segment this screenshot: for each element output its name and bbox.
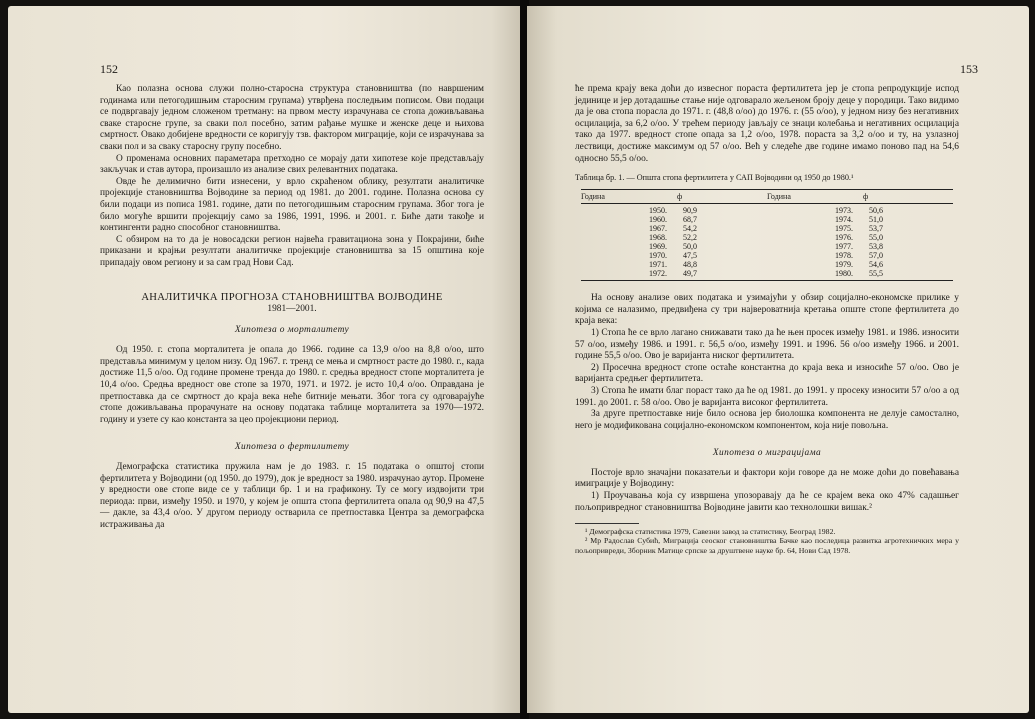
subheading-fertility: Хипотеза о фертилитету (234, 442, 350, 453)
year-cell: 1976. (835, 233, 853, 243)
paragraph: Демографска статистика пружила нам је до 1983. г. 15 података о општој стопи фертилитета у Војводини (од 1950. до 1979), док је вредност за 1980. израчунао аутор. Промене у вредности ове стопе виде се у таблици бр. 1 и на графикону. Ту се могу издвојити три периода: први, између 1950. и 1970, у којем је општа стопа фертилитета опала од 90,9 на 47,5 — дакле, за 43,4 о/оо. У другом периоду остварила се претпоставка Центра за демографска истраживања да (100, 462, 484, 530)
page-number: 152 (100, 62, 118, 76)
rate-cell: 53,7 (869, 224, 883, 234)
section-heading: АНАЛИТИЧКА ПРОГНОЗА СТАНОВНИШТВА ВОЈВОДИНЕ (141, 291, 443, 303)
year-cell: 1979. (835, 260, 853, 270)
table-header: Година (581, 190, 677, 204)
table-row (581, 215, 953, 224)
year-cell: 1978. (835, 251, 853, 261)
year-cell: 1971. (649, 260, 667, 270)
left-page (8, 6, 522, 713)
year-cell: 1973. (835, 206, 853, 216)
paragraph: За друге претпоставке није било основа јер биолошка компонента не делује самостално, него је модификована социјално-економском компонентом, која није повољна. (575, 409, 959, 431)
footnote-rule (575, 523, 639, 524)
paragraph: 3) Стопа ће имати благ пораст тако да ће од 1981. до 1991. у просеку износити 57 о/оо а од 1991. до 2001. г. 58 о/оо. Ово је варијанта високог фертилитета. (575, 385, 959, 408)
paragraph: С обзиром на то да је новосадски регион највећа гравитациона зона у Покрајини, биће приказани и крајњи резултати аналитичке пројекције становништва за 15 општина које припадају овом региону и за сам град Нови Сад. (100, 234, 484, 268)
paragraph: 2) Просечна вредност стопе остаће константна до краја века и износиће 57 о/оо. Ово је варијанта средњег фертилитета. (575, 362, 959, 385)
footnote: ² Мр Радослав Субић, Миграција сеоског становништва Бачке као последица развитка агротехничких мера у пољопривреди, Зборник Матице српске за друштвене науке бр. 64, Нови Сад 1978. (575, 536, 959, 555)
subheading-migration: Хипотеза о миграцијама (712, 448, 822, 459)
year-cell: 1967. (649, 224, 667, 234)
rate-cell: 52,2 (683, 233, 697, 243)
table-row (581, 269, 953, 281)
year-cell: 1960. (649, 215, 667, 225)
rate-cell: 54,2 (683, 224, 697, 234)
year-cell: 1950. (649, 206, 667, 216)
year-cell: 1980. (767, 269, 863, 281)
rate-cell: 47,5 (683, 251, 697, 261)
rate-cell: 51,0 (869, 215, 883, 225)
right-page (527, 6, 1029, 713)
rate-cell: 48,8 (683, 260, 697, 270)
table-row (581, 233, 953, 242)
table-row (581, 260, 953, 269)
year-cell: 1975. (835, 224, 853, 234)
rate-cell: 90,9 (683, 206, 697, 216)
rate-cell: 68,7 (683, 215, 697, 225)
paragraph: О променама основних параметара претходно се морају дати хипотезе које представљају закључак и став аутора, произашло из анализе свих релевантних података. (100, 153, 484, 176)
table-row (581, 224, 953, 233)
table-row (581, 204, 953, 216)
year-cell: 1968. (649, 233, 667, 243)
paragraph: 1) Стопа ће се врло лагано снижавати тако да ће њен просек између 1981. и 1986. износити 57 о/оо, између 1986. и 1991. г. 56,5 о/оо, између 1991. и 1996. 56 о/оо између 1966. и 2001. године 55,5 о/оо. Ово је варијанта ниског фертилитета. (575, 327, 959, 362)
footnote: ¹ Демографска статистика 1979, Савезни завод за статистику, Београд 1982. (585, 527, 836, 537)
rate-cell: 53,8 (869, 242, 883, 252)
table-caption: Таблица бр. 1. — Општа стопа фертилитета у САП Војводини од 1950 до 1980.¹ (575, 173, 854, 183)
table-header: Година (767, 190, 863, 204)
table-header: ф (677, 190, 767, 204)
paragraph: Као полазна основа служи полно-старосна структура становништва (по навршеним годинама или петогодишњим старосним групама) утврђена последњим пописом. Ови подаци се подвргавају једном сложеном третману: на првом месту израчунава се стопа доживљавања сваке старосне групе, за сваки пол посебно, затим рађање мушке и женске деце и њихова смртност. Овако добијене вредности се коригују тзв. фактором миграције, који се израчунава за сваки пол и за сваку старосну групу посебно. (100, 84, 484, 152)
table-header: ф (863, 190, 953, 204)
paragraph: ће према крају века доћи до извесног пораста фертилитета јер је стопа репродукције испод јединице и јер дотадашње стање није одговарало жељеном броју деце у породици. Тако видимо да је ова стопа порасла до 1971. г. (48,8 о/оо) до 1976. г. (55 о/оо), у једном низу без негативних осцилација, за 6,2 о/оо. У трећем периоду јављају се знаци колебања и негативних осцилација тако да 1977. вредност стопе опада за 1,2 о/оо, 1978. пораста за 3,2 о/оо и ту, на узлазној лествици, достиже максимум од 57 о/оо. Већ у следеће две године имамо поново пад на 54,6 односно 55,5 о/оо. (575, 84, 959, 164)
rate-cell: 54,6 (869, 260, 883, 270)
year-cell: 1974. (835, 215, 853, 225)
table-row (581, 242, 953, 251)
page-number: 153 (960, 62, 978, 76)
rate-cell: 50,0 (683, 242, 697, 252)
rate-cell: 55,0 (869, 233, 883, 243)
subheading-mortality: Хипотеза о морталитету (234, 324, 350, 335)
paragraph: Постоје врло значајни показатељи и фактори који говоре да не може доћи до повећавања имиграције у Војводину: (575, 467, 959, 490)
paragraph: Од 1950. г. стопа морталитета је опала до 1966. године са 13,9 о/оо на 8,8 о/оо, што представља минимум у целом низу. Од 1967. г. тренд се мења и смртност расте до 1980. г., када достиже 11,5 о/оо. Од године промене тренда до 1980. г. средња вредност стопе морталитета је 10,4 о/оо. Средња вредност ове стопе за 1970, 1971. и 1972. је исто 10,4 о/оо. Оправдана је претпоставка да се смртност до краја века неће битније мењати. Због тога су одговарајуће стопе доживљавања прорачунате на основу података таблице морталитета за 1970—1972. годину и узете су као константа за цео пројекциони период. (100, 345, 484, 425)
rate-cell: 50,6 (869, 206, 883, 216)
left-text-column (100, 84, 484, 532)
paragraph: На основу анализе ових података и узимајући у обзир социјално-економске прилике у којима се налазимо, предвиђена су три највероватнија кретања опште стопе фертилитета до краја века: (575, 293, 959, 327)
year-cell: 1970. (649, 251, 667, 261)
rate-cell: 55,5 (863, 269, 953, 281)
rate-cell: 49,7 (677, 269, 767, 281)
rate-cell: 57,0 (869, 251, 883, 261)
paragraph: Овде ће делимично бити изнесени, у врло скраћеном облику, резултати аналитичке пројекције становништва Војводине за период од 1981. до 2001. године. Полазна основа су били подаци из пописа 1981. године, дати по петогодишњим старосним групама. Због тога је било могуће вршити пројекцију само за 1986, 1991, 1996. и 2001. г. Биће дати такође и контингенти радно способног становништва. (100, 176, 484, 234)
year-cell: 1969. (649, 242, 667, 252)
section-heading-years: 1981—2001. (267, 304, 317, 315)
right-text-column (575, 84, 959, 555)
year-cell: 1972. (581, 269, 677, 281)
fertility-table (581, 189, 953, 281)
table-row (581, 251, 953, 260)
paragraph: 1) Проучавања која су извршена упозоравају да ће се крајем века око 47% садашњег пољопривредног становништва Војводине јавити као технолошки вишак.² (575, 491, 959, 513)
year-cell: 1977. (835, 242, 853, 252)
